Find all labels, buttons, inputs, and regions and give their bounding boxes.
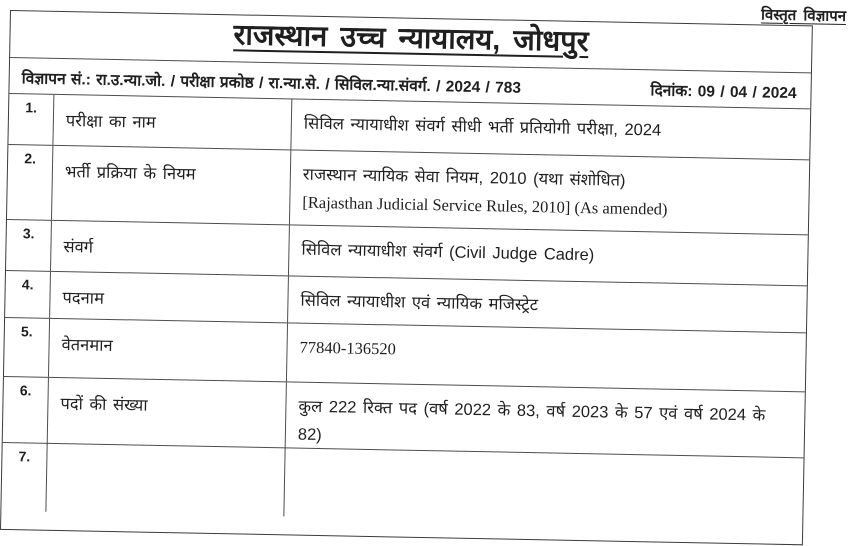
row-value-line: [Rajasthan Judicial Service Rules, 2010] (As amended) <box>302 193 668 220</box>
row-value <box>284 448 803 526</box>
document-border-box <box>0 10 813 545</box>
row-value-line: सिविल न्यायाधीश संवर्ग सीधी भर्ती प्रतियोगी परीक्षा, 2024 <box>303 114 662 140</box>
row-label: भर्ती प्रक्रिया के नियम <box>52 146 291 225</box>
row-label: परीक्षा का नाम <box>53 95 292 150</box>
row-value <box>291 99 810 159</box>
row-value-line: कुल 222 रिक्त पद (वर्ष 2022 के 83, वर्ष 2023 के 57 एवं वर्ष 2024 के 82) <box>297 397 766 445</box>
row-serial-number: 4. <box>5 271 51 318</box>
notice-table <box>1 94 810 526</box>
row-value-line: 77840-136520 <box>299 337 396 359</box>
page-title: राजस्थान उच्च न्यायालय, जोधपुर <box>233 19 589 59</box>
corner-note-detailed-advertisement: विस्तृत विज्ञापन <box>760 6 847 26</box>
row-value <box>289 225 808 285</box>
advertisement-date: दिनांक: 09 / 04 / 2024 <box>650 81 797 102</box>
row-value <box>286 382 805 459</box>
row-label <box>46 444 285 517</box>
row-value-line: राजस्थान न्यायिक सेवा नियम, 2010 (यथा संशोधित) <box>302 165 626 190</box>
row-label: संवर्ग <box>51 221 290 276</box>
row-value <box>290 150 809 234</box>
row-label: वेतनमान <box>49 319 288 382</box>
row-label: पदों की संख्या <box>48 378 287 449</box>
row-serial-number: 5. <box>4 318 50 377</box>
row-serial-number: 1. <box>8 94 54 145</box>
row-serial-number: 6. <box>3 377 49 445</box>
row-value-line: सिविल न्यायाधीश संवर्ग (Civil Judge Cadre) <box>301 240 595 265</box>
row-serial-number: 2. <box>7 145 53 220</box>
row-label: पदनाम <box>50 272 289 323</box>
row-serial-number: 7. <box>1 443 47 512</box>
advertisement-number: विज्ञापन सं.: रा.उ.न्या.जो. / परीक्षा प्रकोष्ठ / रा.न्या.से. / सिविल.न्या.संवर्ग. / 2024 / 783 <box>21 69 522 97</box>
row-value-line: सिविल न्यायाधीश एवं न्यायिक मजिस्ट्रेट <box>300 291 539 315</box>
row-value <box>287 323 806 391</box>
row-serial-number: 3. <box>6 220 52 271</box>
table-row <box>1 443 803 526</box>
